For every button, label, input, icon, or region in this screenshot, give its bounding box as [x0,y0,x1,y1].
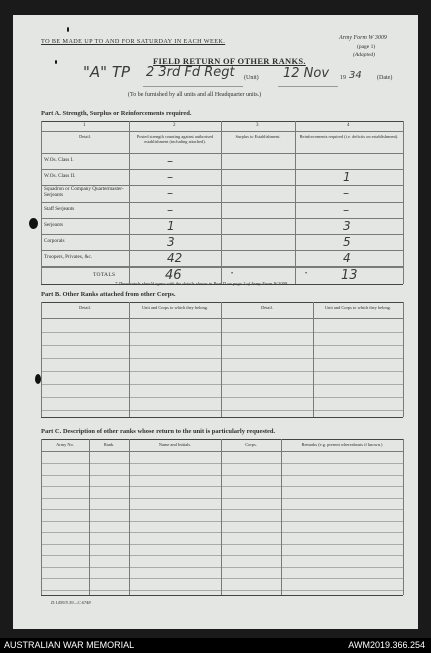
part-a-reinforcement-value: 4 [343,251,351,266]
part-a-totals-label: TOTALS [93,272,116,279]
part-a-title: Part A. Strength, Surplus or Reinforcements required. [41,110,192,117]
part-a-posted-value: – [167,170,173,185]
part-a-row-detail: Corporals [44,238,65,244]
form-title: FIELD RETURN OF OTHER RANKS. [153,56,306,66]
footer-institution: AUSTRALIAN WAR MEMORIAL [4,640,135,650]
print-code: D.1459/5.39—C.6748 [51,600,91,605]
part-b-header: Unit and Corps to which they belong. [142,305,208,310]
part-b-header: Unit and Corps to which they belong. [325,305,391,310]
header-instruction: TO BE MADE UP TO AND FOR SATURDAY IN EACH WEEK. [41,38,226,45]
part-a-posted-value: 42 [167,251,183,266]
ink-blot-mark [35,374,41,384]
part-c-header: Corps. [245,442,257,447]
footer-accession-number: AWM2019.366.254 [348,640,425,650]
part-a-total-surplus: • [231,271,234,278]
handwritten-unit: 2 3rd Fd Regt [146,65,235,80]
part-a-col-number: 2 [173,123,176,128]
part-a-totals-note: * These totals should agree with the details shown in Part D on page 2 of Army Form W.3009. [115,281,289,286]
part-a-header: Surplus to Establishment. [235,134,281,139]
part-b-title: Part B. Other Ranks attached from other Corps. [41,291,176,298]
unit-label: (Unit) [244,75,259,81]
part-a-reinforcement-value: 1 [343,170,351,185]
archive-footer [0,638,431,653]
year-prefix: 19 [340,75,346,81]
part-a-header: Reinforcements required (i.e. deficits on establishment). [299,134,399,139]
date-label: (Date) [377,75,393,81]
form-reference: Army Form W 3009 [339,35,387,41]
part-c-header: Name and Initials. [158,442,192,447]
part-a-row-detail: Squadron or Company Quartermaster-Serjeants [44,186,124,198]
part-a-row-detail: Troopers, Privates, &c. [44,254,93,261]
part-a-posted-value: 1 [167,218,175,233]
part-c-title: Part C. Description of other ranks whose return to the unit is particularly requested. [41,428,276,435]
part-a-row-detail: W.Os. Class II. [44,173,76,180]
ink-dot-mark [55,60,57,64]
part-c-header: Rank. [103,442,115,447]
part-a-total-reinforcement: 13 [341,268,358,284]
part-a-total-posted: 46 [165,268,182,284]
part-a-col-number: 1 [83,123,86,128]
handwritten-date: 12 Nov [283,66,330,81]
part-a-row-detail: W.Os. Class I. [44,157,74,163]
part-a-posted-value: – [167,202,173,217]
part-a-reinforcement-value: – [343,186,349,201]
adapted-note: (Adapted) [353,52,375,58]
part-b-header: Detail. [261,305,273,310]
part-a-posted-value: 3 [167,235,175,249]
part-a-row-detail: Staff Serjeants [44,205,75,212]
ink-dot-mark [67,27,69,32]
part-c-header: Army No. [56,442,74,447]
ink-blot-mark [29,218,38,229]
part-b-header: Detail. [79,305,91,310]
form-page [13,15,418,629]
handwritten-sub-unit: "A" TP [83,63,131,81]
part-a-col-number: 4 [347,123,350,128]
furnish-note: (To be furnished by all units and all Headquarter units.) [128,92,262,98]
part-c-header: Remarks (e.g. present whereabouts if known.) [301,442,383,447]
part-a-row-detail: Serjeants [44,221,64,228]
part-a-col-number: 3 [256,123,259,128]
handwritten-year: 34 [349,70,362,81]
part-a-posted-value: – [167,186,173,201]
part-a-reinforcement-value: – [343,202,349,217]
part-a-reinforcement-value: 5 [343,235,351,249]
part-a-posted-value: – [167,154,173,168]
part-a-total-marker: • [305,271,308,278]
part-a-header: Posted strength counting against authorised establishment (including attached). [136,134,214,144]
part-a-header: Detail. [79,134,91,139]
part-a-reinforcement-value: 3 [343,218,351,233]
page-number: (page 1) [357,44,376,50]
